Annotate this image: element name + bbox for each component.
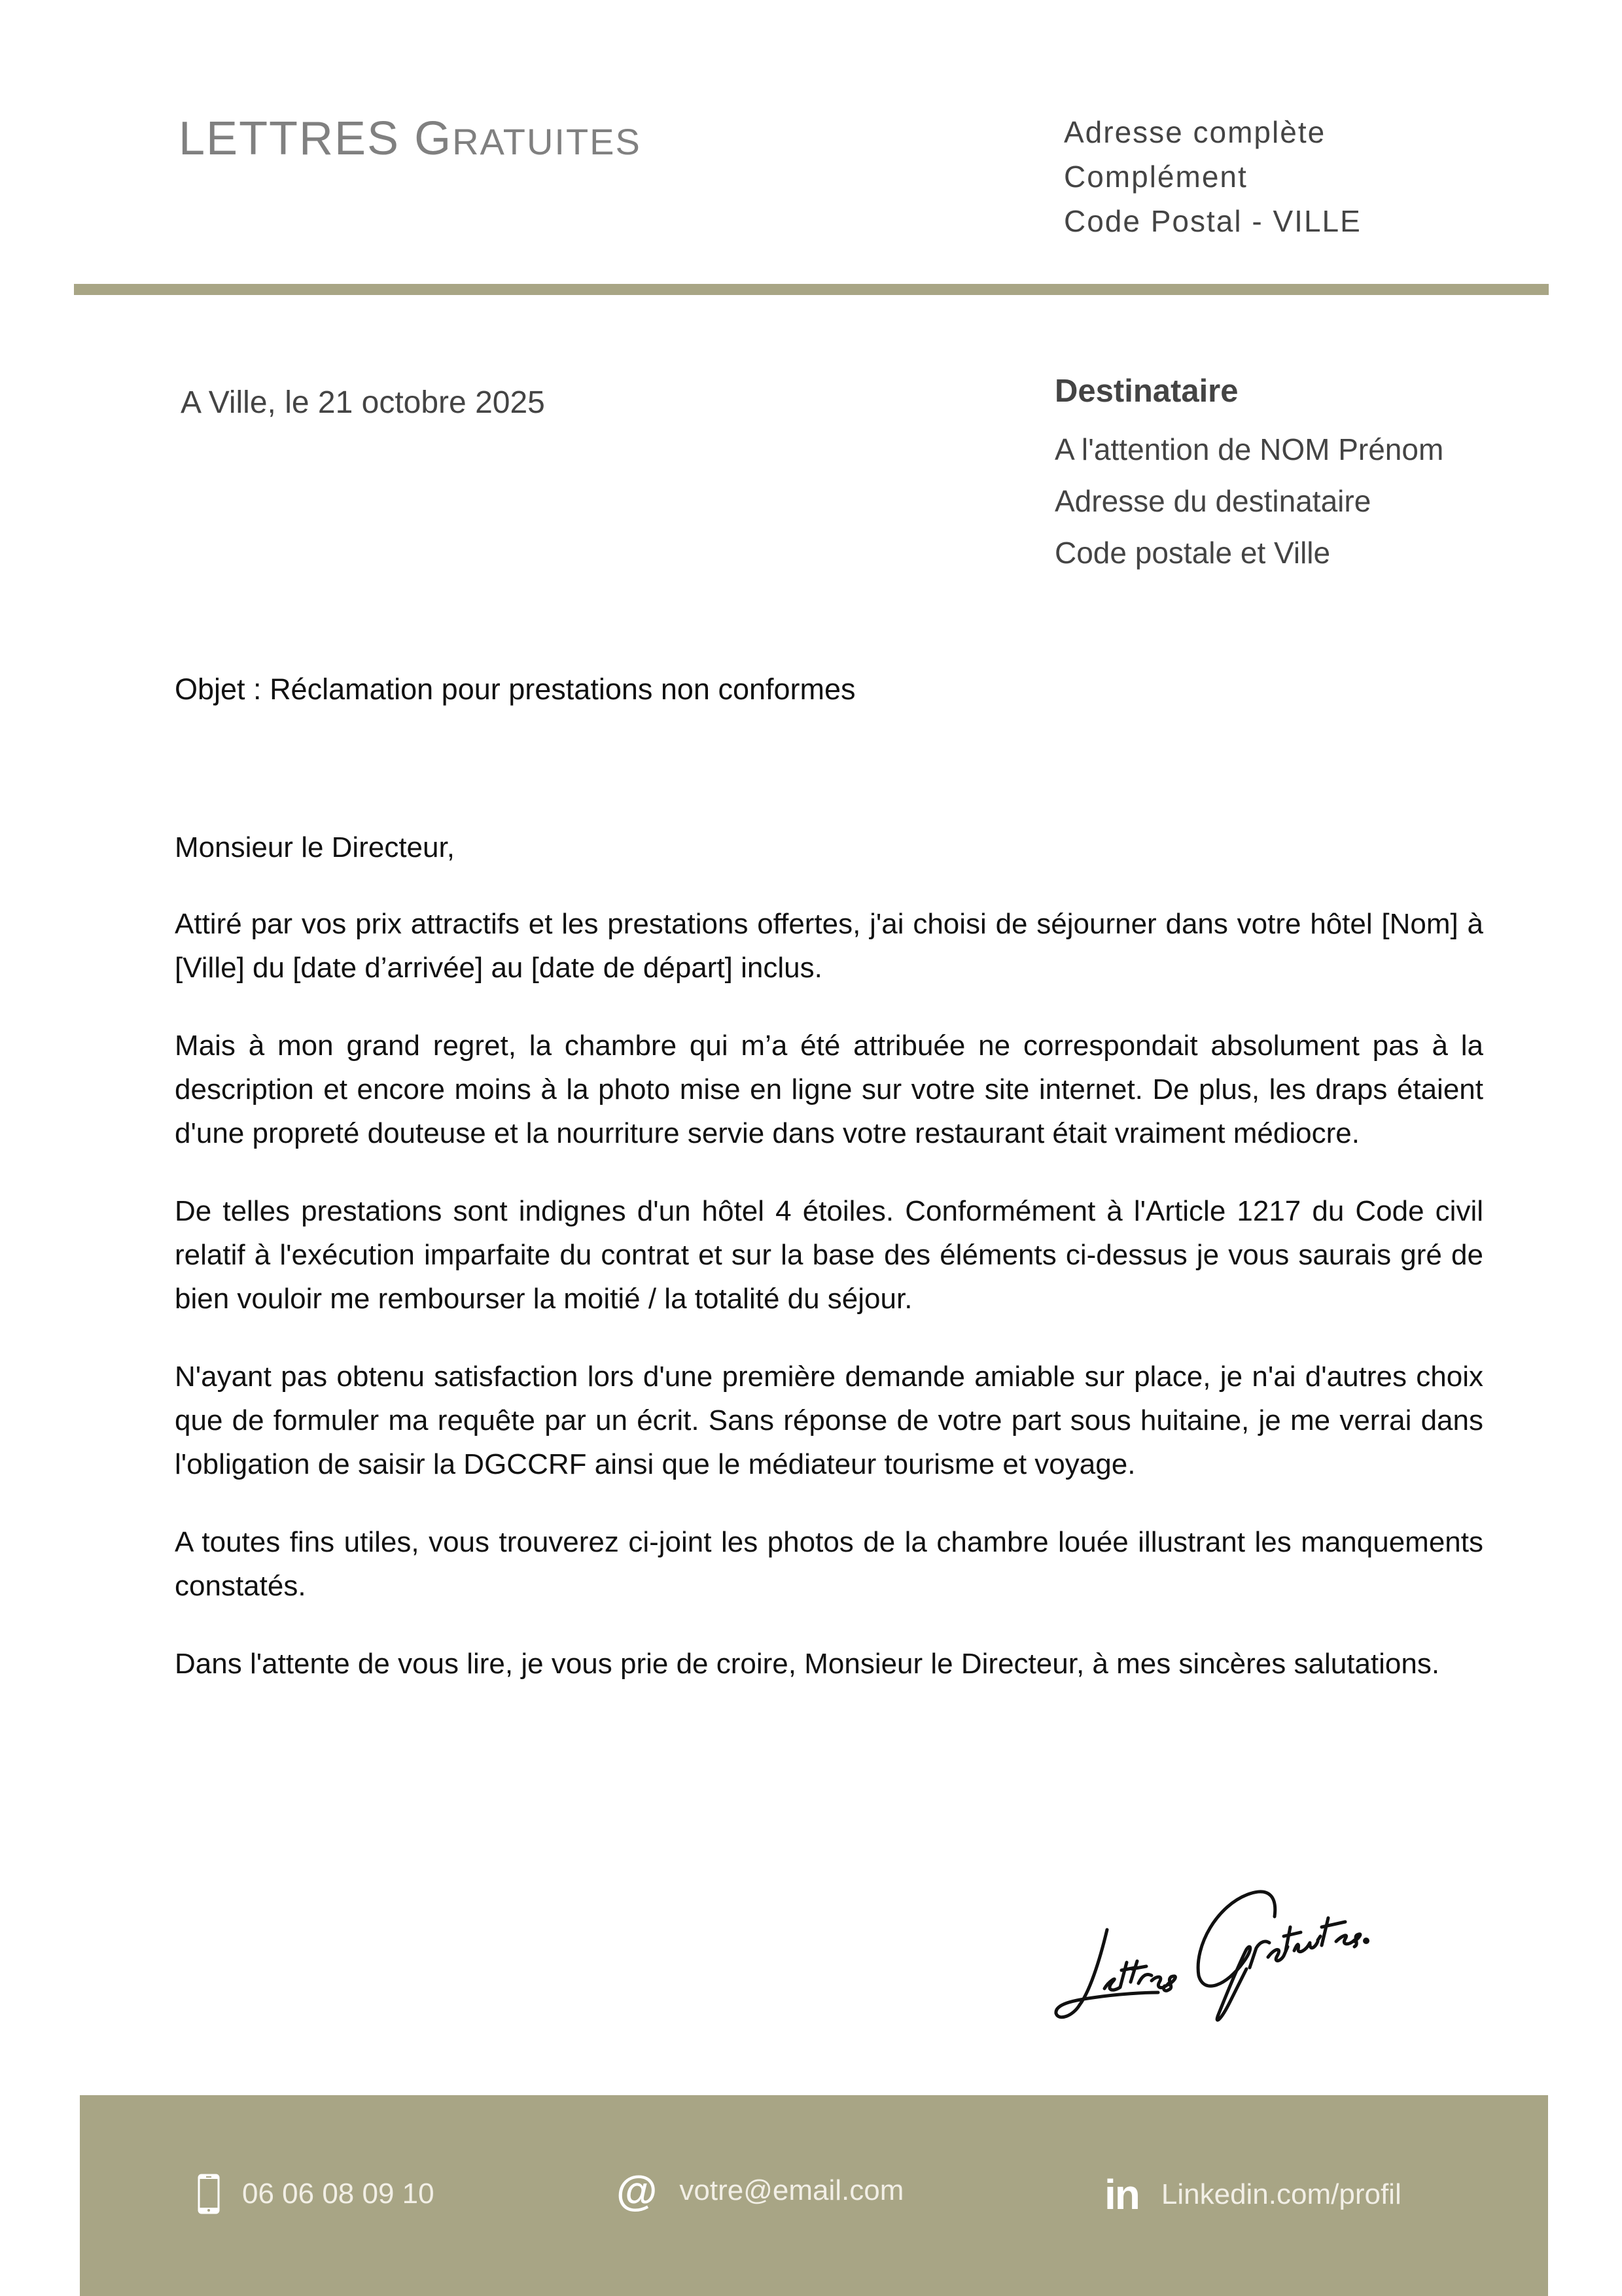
signature-handwriting-icon <box>1047 1864 1439 2028</box>
footer-phone <box>198 2174 434 2214</box>
body-paragraph: N'ayant pas obtenu satisfaction lors d'une première demande amiable sur place, je n'ai d'autres choix que de formuler ma requête par un écrit. Sans réponse de votre part sous huitaine, je me verrai dans l'obligation de saisir la DGCCRF ainsi que le médiateur tourisme et voyage. <box>175 1361 1483 1480</box>
body-paragraph: Mais à mon grand regret, la chambre qui m’a été attribuée ne correspondait absolument pas à la description et encore moins à la photo mise en ligne sur votre site internet. De plus, les draps étaient d'une propreté douteuse et la nourriture servie dans votre restaurant était vraiment médiocre. <box>175 1030 1483 1149</box>
brand-second-initial: G <box>414 113 453 165</box>
recipient-title: Destinataire <box>1055 374 1239 409</box>
recipient-line: Code postale et Ville <box>1055 536 1331 570</box>
smartphone-icon <box>198 2174 220 2214</box>
sender-address <box>1064 110 1362 243</box>
footer-linkedin <box>1104 2171 1402 2218</box>
linkedin-profile-link[interactable]: Linkedin.com/profil <box>1161 2178 1402 2210</box>
signature <box>1047 1864 1439 2028</box>
at-sign-icon: @ <box>616 2167 658 2214</box>
footer-contact-bar <box>80 2095 1548 2296</box>
letter-body <box>175 826 1483 1720</box>
sender-address-line: Complément <box>1064 160 1248 194</box>
greeting: Monsieur le Directeur, <box>175 831 455 863</box>
subject-line: Objet : Réclamation pour prestations non conformes <box>175 672 856 706</box>
brand-title <box>179 113 641 165</box>
body-paragraph: Attiré par vos prix attractifs et les prestations offertes, j'ai choisi de séjourner dans votre hôtel [Nom] à [Ville] du [date d’arrivée] au [date de départ] inclus. <box>175 908 1483 984</box>
date-line: A Ville, le 21 octobre 2025 <box>181 385 545 420</box>
email-address[interactable]: votre@email.com <box>679 2174 904 2206</box>
recipient-line: Adresse du destinataire <box>1055 484 1371 518</box>
recipient-line: A l'attention de NOM Prénom <box>1055 432 1444 466</box>
linkedin-icon: in <box>1104 2171 1139 2218</box>
body-paragraph: De telles prestations sont indignes d'un hôtel 4 étoiles. Conformément à l'Article 1217 du Code civil relatif à l'exécution imparfaite du contrat et sur la base des éléments ci-dessus je vous saurais gré de bien vouloir me rembourser la moitié / la totalité du séjour. <box>175 1195 1483 1315</box>
sender-address-line: Adresse complète <box>1064 115 1326 149</box>
recipient-block <box>1055 373 1443 579</box>
phone-number[interactable]: 06 06 08 09 10 <box>242 2178 434 2210</box>
body-paragraph: A toutes fins utiles, vous trouverez ci-joint les photos de la chambre louée illustrant les manquements constatés. <box>175 1526 1483 1602</box>
body-paragraph: Dans l'attente de vous lire, je vous prie de croire, Monsieur le Directeur, à mes sincères salutations. <box>175 1648 1440 1680</box>
brand-first-word: LETTRES <box>179 113 400 165</box>
sender-address-line: Code Postal - VILLE <box>1064 204 1362 238</box>
header-divider <box>74 284 1549 295</box>
brand-second-rest: RATUITES <box>452 121 641 162</box>
footer-email <box>616 2167 904 2214</box>
